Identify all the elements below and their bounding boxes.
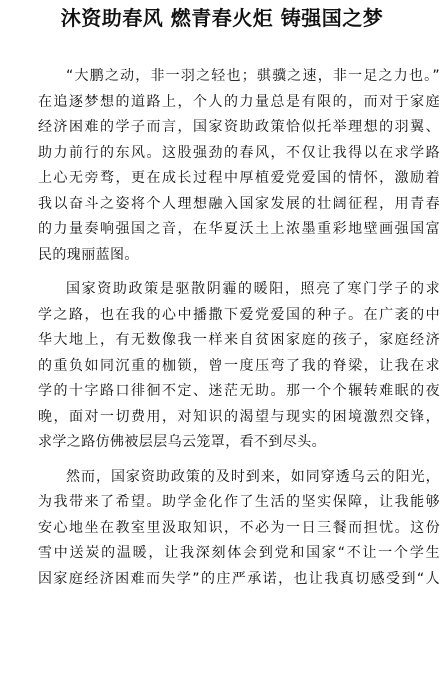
paragraph-3-line-1: 然而，国家资助政策的及时到来，如同穿透乌云的阳光， <box>66 468 440 485</box>
paragraph-3-line-2: 为我带来了希望。助学金化作了生活的坚实保障，让我能够 <box>38 494 440 510</box>
paragraph-2-line-4: 的重负如同沉重的枷锁，曾一度压弯了我的脊梁，让我在求 <box>38 357 440 374</box>
paragraph-2-line-1: 国家资助政策是驱散阴霾的暖阳，照亮了寒门学子的求 <box>66 281 440 297</box>
paragraph-2-line-6: 晚，面对一切费用，对知识的渴望与现实的困境激烈交锋， <box>38 408 440 425</box>
paragraph-1-line-1: “大鹏之动，非一羽之轻也；骐骥之速，非一足之力也。” <box>66 68 440 84</box>
paragraph-2-line-2: 学之路，也在我的心中播撒下爱党爱国的种子。在广袤的中 <box>38 306 440 323</box>
document-title: 沐资助春风 燃青春火炬 铸强国之梦 <box>60 6 384 30</box>
paragraph-1-line-8: 民的瑰丽蓝图。 <box>38 246 139 263</box>
paragraph-1-line-5: 上心无旁骛，更在成长过程中厚植爱党爱国的情怀，激励着 <box>38 170 440 186</box>
paragraph-2-line-3: 华大地上，有无数像我一样来自贫困家庭的孩子，家庭经济 <box>38 332 440 348</box>
paragraph-1-line-2: 在追逐梦想的道路上，个人的力量总是有限的，而对于家庭 <box>38 93 440 110</box>
paragraph-gap <box>38 456 440 465</box>
paragraph-3-line-3: 安心地坐在教室里汲取知识，不必为一日三餐而担忧。这份 <box>38 519 440 536</box>
paragraph-1-line-7: 的力量奏响强国之音，在华夏沃土上浓墨重彩地壁画强国富 <box>38 221 440 237</box>
paragraph-1-line-4: 助力前行的东风。这股强劲的春风，不仅让我得以在求学路 <box>38 144 440 161</box>
document-body <box>38 64 440 592</box>
paragraph-2-line-7: 求学之路仿佛被层层乌云笼罩，看不到尽头。 <box>38 434 326 450</box>
paragraph-2-line-5: 学的十字路口徘徊不定、迷茫无助。那一个个辗转难眠的夜 <box>38 383 440 399</box>
paragraph-gap <box>38 268 440 277</box>
paragraph-3-line-5: 因家庭经济困难而失学”的庄严承诺，也让我真切感受到“人 <box>38 570 440 587</box>
paragraph-1-line-6: 我以奋斗之姿将个人理想融入国家发展的壮阔征程，用青春 <box>38 195 440 212</box>
paragraph-3-line-4: 雪中送炭的温暖，让我深刻体会到党和国家“不让一个学生 <box>38 545 440 561</box>
paragraph-1-line-3: 经济困难的学子而言，国家资助政策恰似托举理想的羽翼、 <box>38 119 440 135</box>
